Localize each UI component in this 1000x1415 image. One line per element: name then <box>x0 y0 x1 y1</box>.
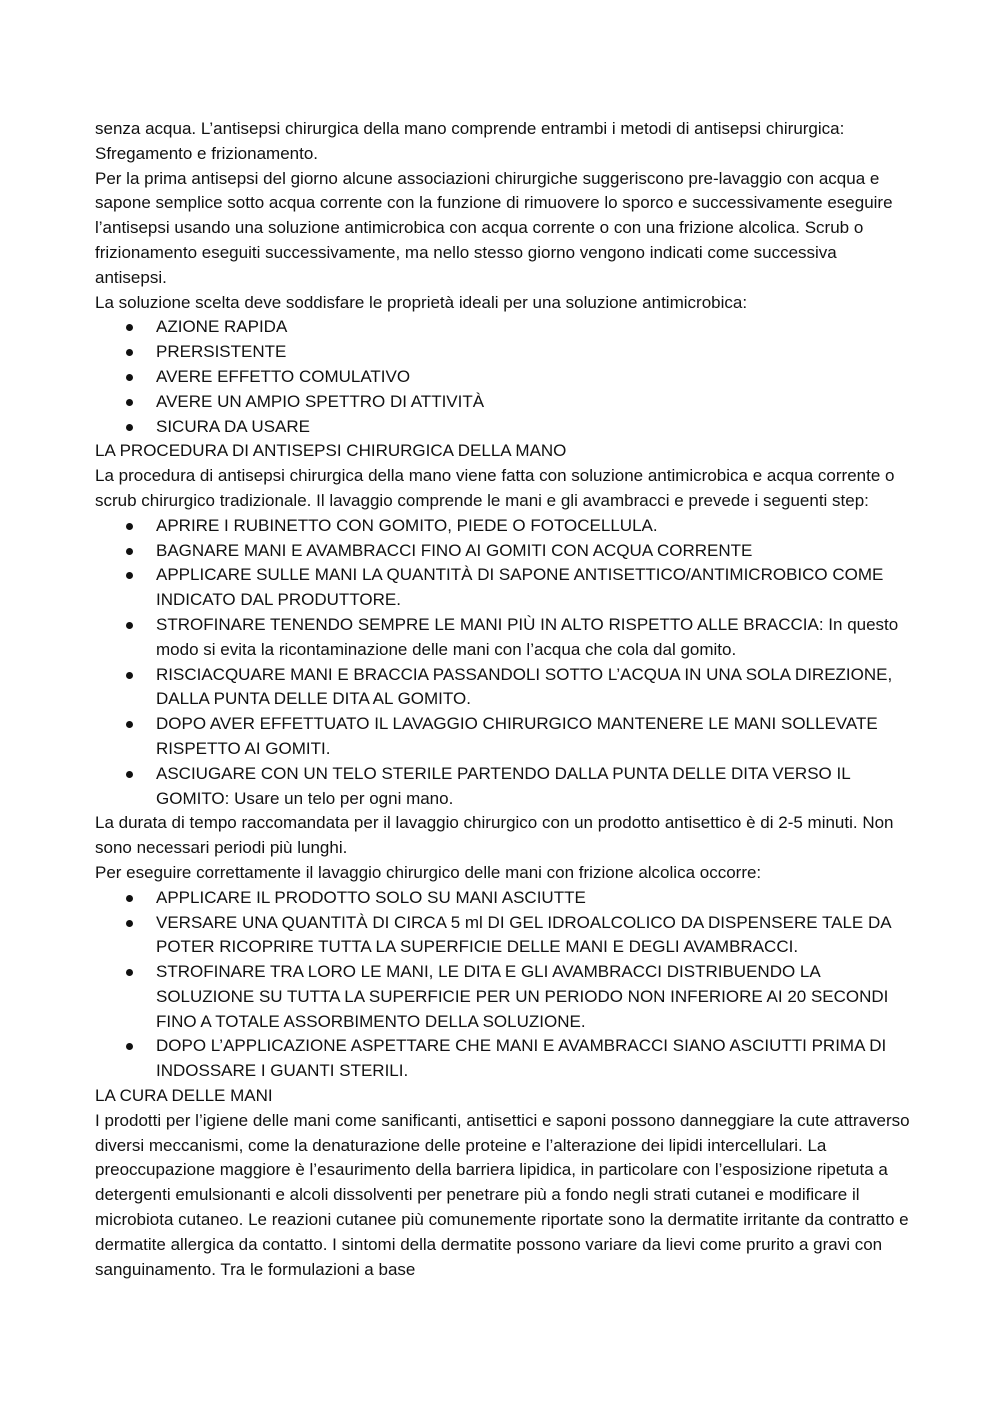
bullet-icon <box>126 548 133 555</box>
list-item <box>95 1034 910 1084</box>
bullet-icon <box>126 622 133 629</box>
list-item-text: SICURA DA USARE <box>156 416 310 436</box>
document-page <box>95 117 910 1282</box>
bullet-icon <box>126 1043 133 1050</box>
bullet-icon <box>126 572 133 579</box>
paragraph-2: Per la prima antisepsi del giorno alcune associazioni chirurgiche suggeriscono pre-lavaggio con acqua e sapone semplice sotto acqua corrente con la funzione di rimuovere lo sporco e successivamente eseguire l’antisepsi usando una soluzione antimicrobica con acqua corrente o con una frizione alcolica. Scrub o frizionamento eseguiti successivamente, ma nello stesso giorno vengono indicati come successiva antisepsi. <box>95 168 893 287</box>
list-item-text: AVERE UN AMPIO SPETTRO DI ATTIVITÀ <box>156 391 485 411</box>
list-item-text: APPLICARE IL PRODOTTO SOLO SU MANI ASCIUTTE <box>156 887 586 907</box>
list-item <box>95 315 910 340</box>
list-item <box>95 365 910 390</box>
paragraph-3: La soluzione scelta deve soddisfare le proprietà ideali per una soluzione antimicrobica: <box>95 292 748 312</box>
list-item <box>95 886 910 911</box>
paragraph-6: Per eseguire correttamente il lavaggio chirurgico delle mani con frizione alcolica occorre: <box>95 862 762 882</box>
bullet-list-2 <box>95 514 910 812</box>
bullet-icon <box>126 920 133 927</box>
bullet-list-1 <box>95 315 910 439</box>
paragraph-5: La durata di tempo raccomandata per il lavaggio chirurgico con un prodotto antisettico è di 2-5 minuti. Non sono necessari periodi più lunghi. <box>95 813 894 858</box>
list-item <box>95 960 910 1034</box>
paragraph-1: senza acqua. L’antisepsi chirurgica della mano comprende entrambi i metodi di antisepsi chirurgica: Sfregamento e frizionamento. <box>95 119 845 163</box>
list-item-text: RISCIACQUARE MANI E BRACCIA PASSANDOLI SOTTO L’ACQUA IN UNA SOLA DIREZIONE, DALLA PUNTA DELLE DITA AL GOMITO. <box>156 664 893 709</box>
list-item-text: AVERE EFFETTO COMULATIVO <box>156 366 411 386</box>
list-item-text: DOPO L’APPLICAZIONE ASPETTARE CHE MANI E AVAMBRACCI SIANO ASCIUTTI PRIMA DI INDOSSARE I GUANTI STERILI. <box>156 1036 887 1081</box>
list-item <box>95 613 910 663</box>
bullet-icon <box>126 324 133 331</box>
bullet-icon <box>126 721 133 728</box>
bullet-list-3 <box>95 886 910 1084</box>
list-item <box>95 911 910 961</box>
bullet-icon <box>126 349 133 356</box>
list-item-text: PRERSISTENTE <box>156 342 287 362</box>
list-item <box>95 539 910 564</box>
bullet-icon <box>126 969 133 976</box>
list-item-text: AZIONE RAPIDA <box>156 317 288 337</box>
section-heading-1: LA PROCEDURA DI ANTISEPSI CHIRURGICA DELLA MANO <box>95 441 567 461</box>
bullet-icon <box>126 374 133 381</box>
bullet-icon <box>126 771 133 778</box>
list-item-text: DOPO AVER EFFETTUATO IL LAVAGGIO CHIRURGICO MANTENERE LE MANI SOLLEVATE RISPETTO AI GOMITI. <box>156 714 878 758</box>
list-item <box>95 712 910 762</box>
bullet-icon <box>126 399 133 406</box>
list-item-text: ASCIUGARE CON UN TELO STERILE PARTENDO DALLA PUNTA DELLE DITA VERSO IL GOMITO: Usare un telo per ogni mano. <box>156 763 851 808</box>
list-item <box>95 415 910 440</box>
list-item <box>95 663 910 713</box>
list-item-text: STROFINARE TENENDO SEMPRE LE MANI PIÙ IN ALTO RISPETTO ALLE BRACCIA: In questo modo si evita la ricontaminazione delle mani con l’acqua che cola dal gomito. <box>156 614 899 659</box>
paragraph-4: La procedura di antisepsi chirurgica della mano viene fatta con soluzione antimicrobica e acqua corrente o scrub chirurgico tradizionale. Il lavaggio comprende le mani e gli avambracci e prevede i seguenti step: <box>95 466 895 510</box>
list-item-text: VERSARE UNA QUANTITÀ DI CIRCA 5 ml DI GEL IDROALCOLICO DA DISPENSERE TALE DA POTER RICOPRIRE TUTTA LA SUPERFICIE DELLE MANI E DEGLI AVAMBRACCI. <box>156 912 891 957</box>
list-item <box>95 563 910 613</box>
list-item <box>95 762 910 812</box>
list-item <box>95 340 910 365</box>
paragraph-7: I prodotti per l’igiene delle mani come sanificanti, antisettici e saponi possono danneggiare la cute attraverso diversi meccanismi, come la denaturazione delle proteine e l’alterazione dei lipidi intercellulari. La preoccupazione maggiore è l’esaurimento della barriera lipidica, in particolare con l’esposizione ripetuta a detergenti emulsionanti e alcoli dissolventi per penetrare più a fondo negli strati cutanei e modificare il microbiota cutaneo. Le reazioni cutanee più comunemente riportate sono la dermatite irritante da contratto e dermatite allergica da contatto. I sintomi della dermatite possono variare da lievi come prurito a gravi con sanguinamento. Tra le formulazioni a base <box>95 1110 910 1279</box>
list-item-text: STROFINARE TRA LORO LE MANI, LE DITA E GLI AVAMBRACCI DISTRIBUENDO LA SOLUZIONE SU TUTTA LA SUPERFICIE PER UN PERIODO NON INFERIORE AI 20 SECONDI FINO A TOTALE ASSORBIMENTO DELLA SOLUZIONE. <box>156 962 889 1031</box>
list-item-text: APPLICARE SULLE MANI LA QUANTITÀ DI SAPONE ANTISETTICO/ANTIMICROBICO COME INDICATO DAL PRODUTTORE. <box>156 565 884 610</box>
list-item <box>95 514 910 539</box>
bullet-icon <box>126 424 133 431</box>
section-heading-2: LA CURA DELLE MANI <box>95 1086 273 1106</box>
bullet-icon <box>126 523 133 530</box>
list-item-text: BAGNARE MANI E AVAMBRACCI FINO AI GOMITI CON ACQUA CORRENTE <box>156 540 753 560</box>
bullet-icon <box>126 895 133 902</box>
bullet-icon <box>126 672 133 679</box>
list-item-text: APRIRE I RUBINETTO CON GOMITO, PIEDE O FOTOCELLULA. <box>156 515 658 535</box>
list-item <box>95 390 910 415</box>
